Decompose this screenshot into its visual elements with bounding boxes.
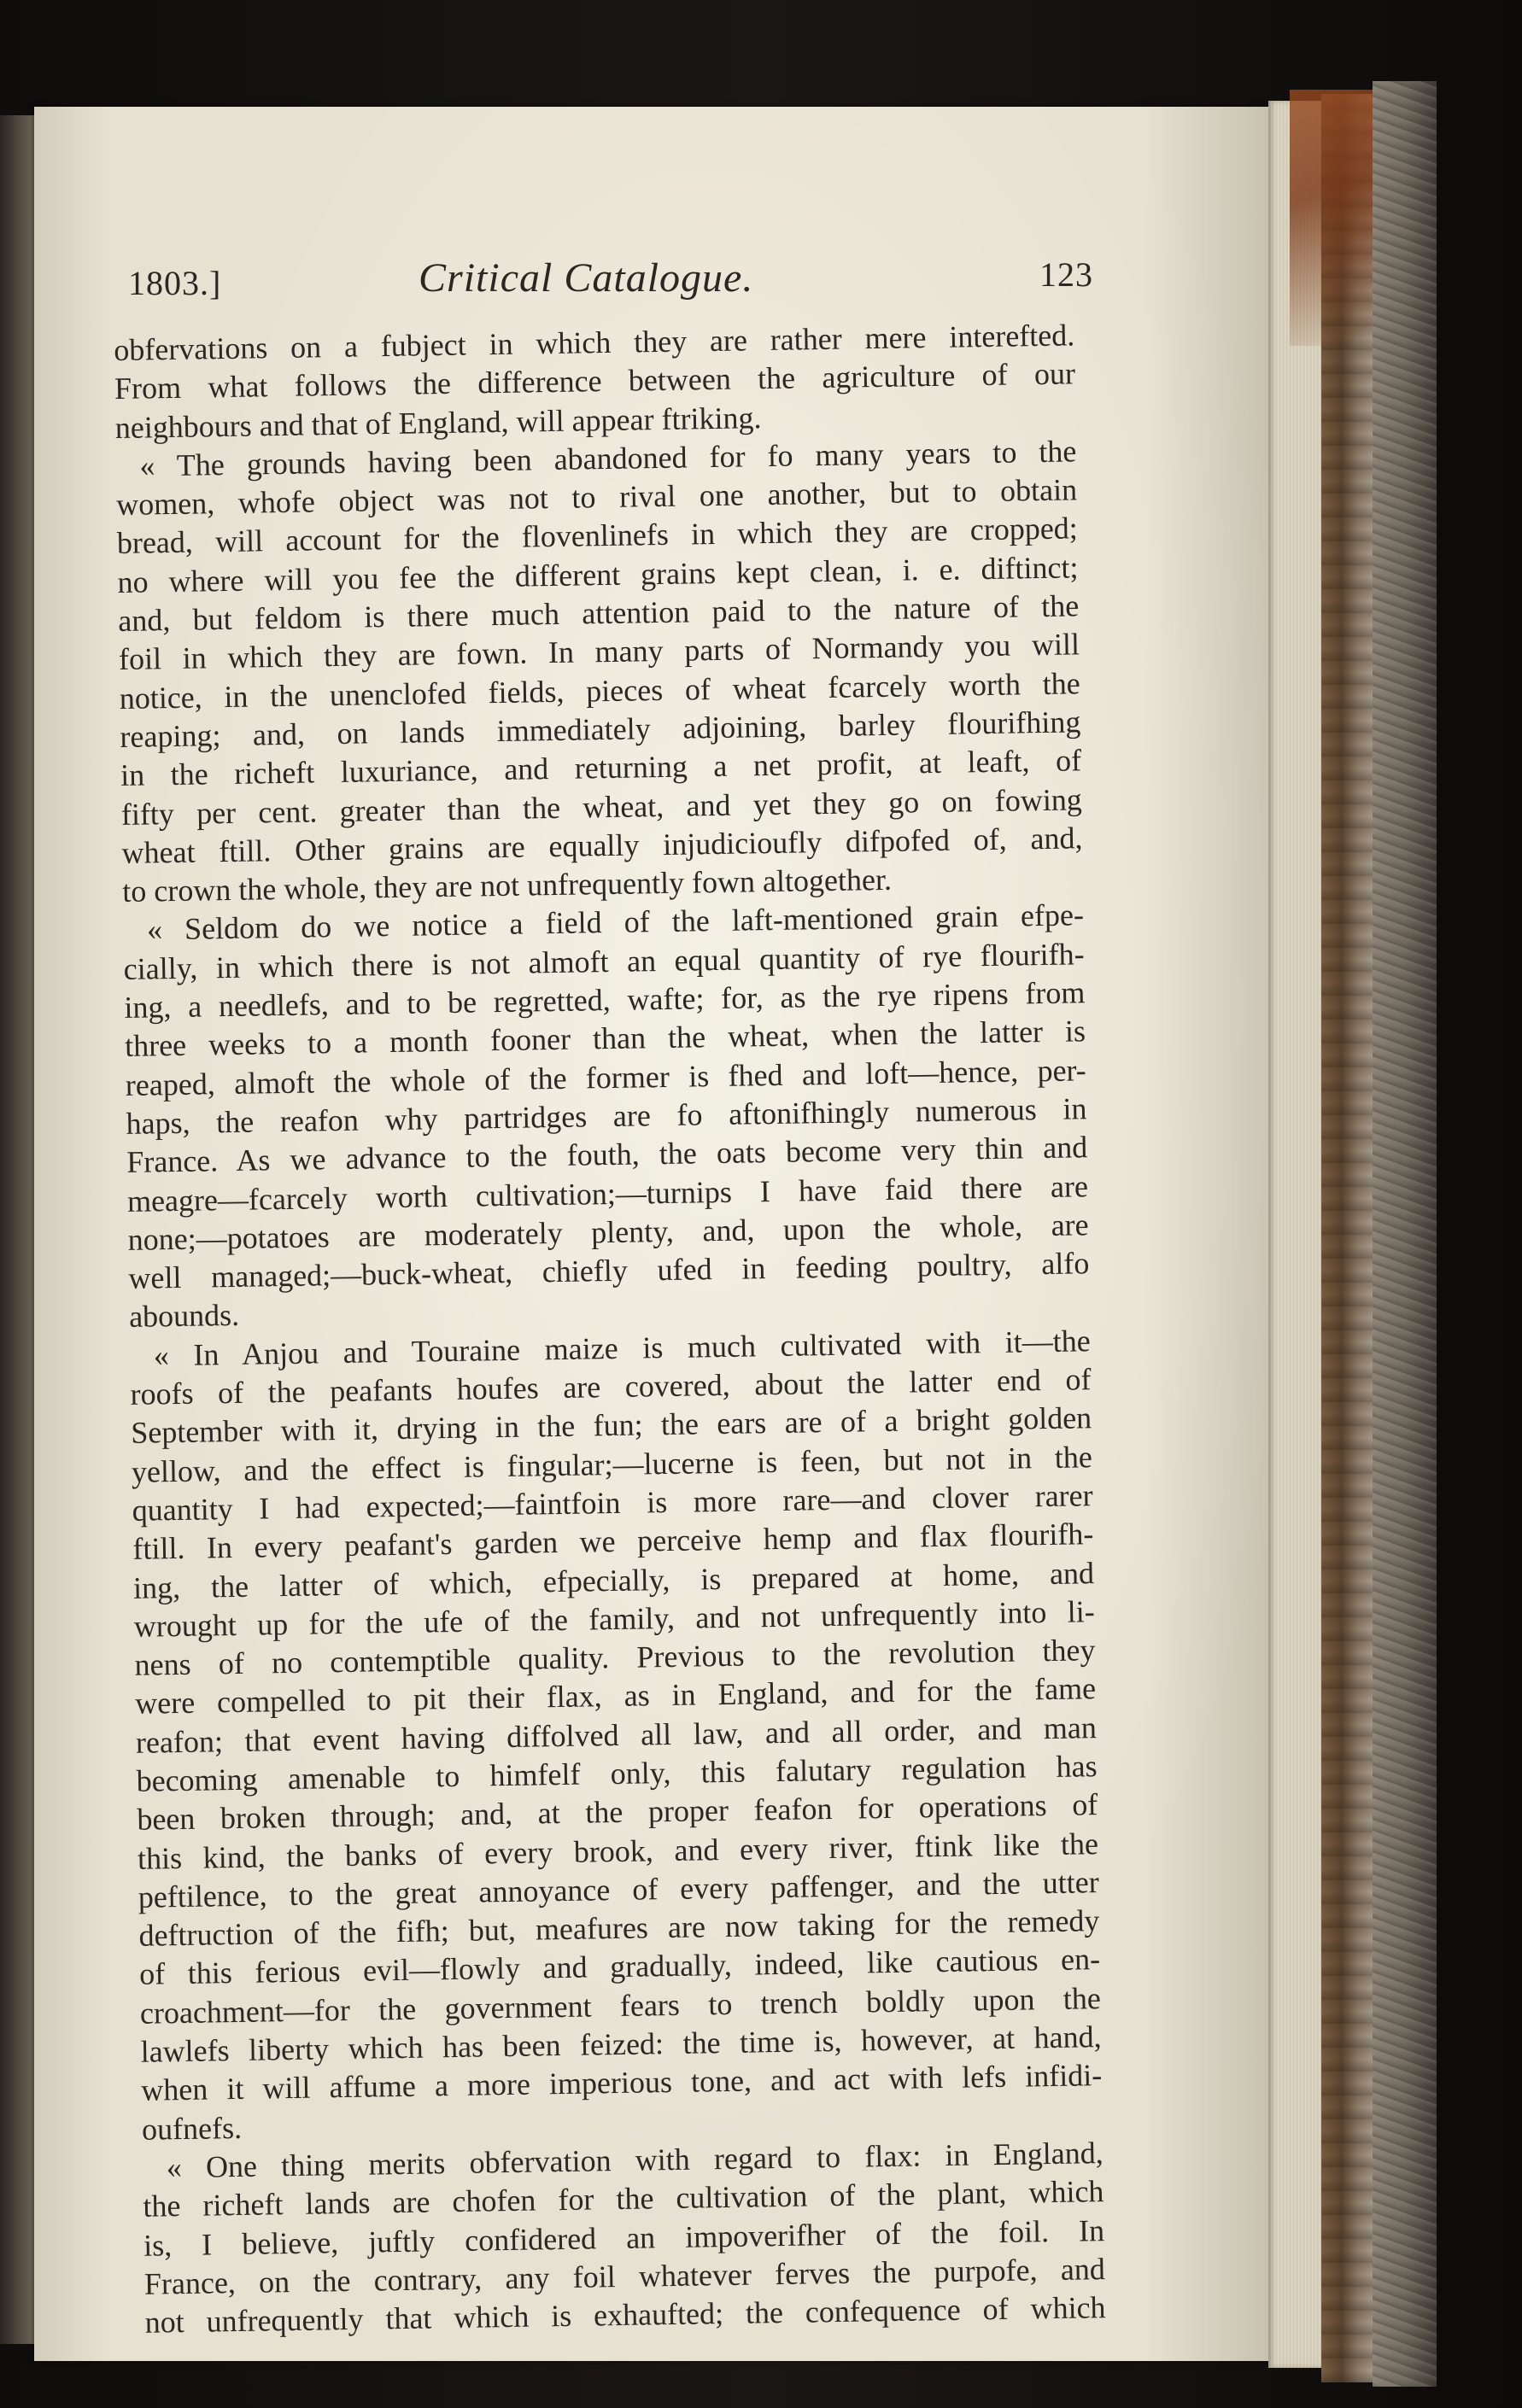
text-line: this kind, the banks of every brook, and every river, ftink like the bbox=[137, 1826, 1099, 1876]
text-line: lawlefs liberty which has been feized: the time is, however, at hand, bbox=[140, 2019, 1102, 2069]
facing-page-edge bbox=[0, 115, 34, 2344]
text-line: « Seldom do we notice a field of the laft-mentioned grain efpe- bbox=[146, 897, 1085, 947]
text-line: when it will affume a more imperious tone, and act with lefs infidi- bbox=[141, 2058, 1103, 2108]
header-title: Critical Catalogue. bbox=[419, 255, 754, 301]
text-line: roofs of the peafants houfes are covered, about the latter end of bbox=[130, 1362, 1092, 1411]
text-line: France. As we advance to the fouth, the oats become very thin and bbox=[126, 1130, 1088, 1180]
text-line: « In Anjou and Touraine maize is much cultivated with it—the bbox=[153, 1323, 1092, 1373]
text-line: been broken through; and, at the proper feafon for operations of bbox=[137, 1787, 1098, 1838]
running-header bbox=[128, 248, 1093, 307]
text-line: abounds. bbox=[128, 1298, 240, 1335]
text-line: deftruction of the fifh; but, meafures are now taking for the remedy bbox=[138, 1903, 1100, 1953]
text-line: none;—potatoes are moderately plenty, and, upon the whole, are bbox=[127, 1207, 1089, 1257]
header-year: 1803.] bbox=[128, 264, 222, 302]
text-line: « One thing merits obfervation with regard to flax: in England, bbox=[166, 2136, 1103, 2185]
text-line: nens of no contemptible quality. Previous to the revolution they bbox=[134, 1633, 1096, 1682]
text-line: « The grounds having been abandoned for fo many years to the bbox=[139, 434, 1077, 483]
text-line: haps, the reafon why partridges are fo aftonifhingly numerous in bbox=[126, 1091, 1087, 1141]
text-line: notice, in the unenclofed fields, pieces of wheat fcarcely worth the bbox=[119, 665, 1080, 716]
text-line: France, on the contrary, any foil whatever ferves the purpofe, and bbox=[143, 2251, 1106, 2301]
book-spine bbox=[1321, 94, 1373, 2382]
text-line: meagre—fcarcely worth cultivation;—turnips I have faid there are bbox=[126, 1168, 1089, 1219]
text-line: peftilence, to the great annoyance of every paffenger, and the utter bbox=[138, 1864, 1099, 1914]
text-line: to crown the whole, they are not unfrequently fown altogether. bbox=[121, 862, 893, 909]
page-block-edges bbox=[1268, 101, 1321, 2368]
marbled-cover-board bbox=[1373, 81, 1437, 2387]
text-line: of this ferious evil—flowly and gradually, indeed, like cautious en- bbox=[138, 1942, 1101, 1992]
body-text bbox=[114, 316, 1106, 2342]
text-line: is, I believe, juftly confidered an impoverifher of the foil. In bbox=[143, 2212, 1105, 2263]
text-line: and, but feldom is there much attention paid to the nature of the bbox=[118, 588, 1080, 639]
text-line: croachment—for the government fears to trench boldly upon the bbox=[139, 1980, 1102, 2031]
text-line: the richeft lands are chofen for the cultivation of the plant, which bbox=[143, 2174, 1104, 2224]
text-line: yellow, and the effect is fingular;—lucerne is feen, but not in the bbox=[131, 1439, 1093, 1489]
text-line: reaping; and, on lands immediately adjoining, barley flourifhing bbox=[120, 704, 1081, 754]
text-line: ing, a needlefs, and to be regretted, wafte; for, as the rye ripens from bbox=[124, 975, 1086, 1025]
text-line: bread, will account for the flovenlinefs in which they are cropped; bbox=[116, 511, 1079, 561]
text-line: becoming amenable to himfelf only, this falutary regulation has bbox=[136, 1749, 1098, 1798]
text-line: oufnefs. bbox=[141, 2110, 243, 2147]
text-line: reafon; that event having diffolved all law, and all order, and man bbox=[135, 1710, 1098, 1760]
text-line: fifty per cent. greater than the wheat, and yet they go on fowing bbox=[120, 781, 1083, 832]
text-line: ing, the latter of which, efpecially, is prepared at home, and bbox=[132, 1555, 1095, 1605]
text-line: September with it, drying in the fun; the ears are of a bright golden bbox=[130, 1400, 1092, 1451]
text-line: cially, in which there is not almoft an equal quantity of rye flourifh- bbox=[123, 936, 1085, 986]
text-line: wrought up for the ufe of the family, and not unfrequently into li- bbox=[133, 1593, 1096, 1644]
text-line: not unfrequently that which is exhaufted; the confequence of which bbox=[144, 2290, 1106, 2340]
text-line: women, whofe object was not to rival one another, but to obtain bbox=[115, 472, 1078, 523]
text-line: neighbours and that of England, will appear ftriking. bbox=[114, 400, 762, 445]
text-line: From what follows the difference between the agriculture of our bbox=[114, 356, 1076, 406]
text-line: in the richeft luxuriance, and returning a net profit, at leaft, of bbox=[120, 743, 1082, 793]
text-line: foil in which they are fown. In many parts of Normandy you will bbox=[118, 627, 1080, 677]
text-line: reaped, almoft the whole of the former is fhed and loft—hence, per- bbox=[125, 1052, 1087, 1102]
text-line: were compelled to pit their flax, as in England, and for the fame bbox=[134, 1671, 1097, 1721]
text-line: well managed;—buck-wheat, chiefly ufed in feeding poultry, alfo bbox=[128, 1246, 1090, 1295]
text-line: wheat ftill. Other grains are equally injudicioufly difpofed of, and, bbox=[121, 821, 1083, 870]
text-line: no where will you fee the different grains kept clean, i. e. diftinct; bbox=[117, 550, 1079, 599]
text-line: quantity I had expected;—faintfoin is more rare—and clover rarer bbox=[132, 1478, 1093, 1528]
spine-leather-wear bbox=[1290, 90, 1375, 346]
text-line: obfervations on a fubject in which they are rather mere interefted. bbox=[114, 318, 1075, 367]
text-line: three weeks to a month fooner than the wheat, when the latter is bbox=[124, 1014, 1086, 1064]
page-number: 123 bbox=[1039, 255, 1093, 294]
text-line: ftill. In every peafant's garden we perceive hemp and flax flourifh- bbox=[132, 1517, 1094, 1567]
